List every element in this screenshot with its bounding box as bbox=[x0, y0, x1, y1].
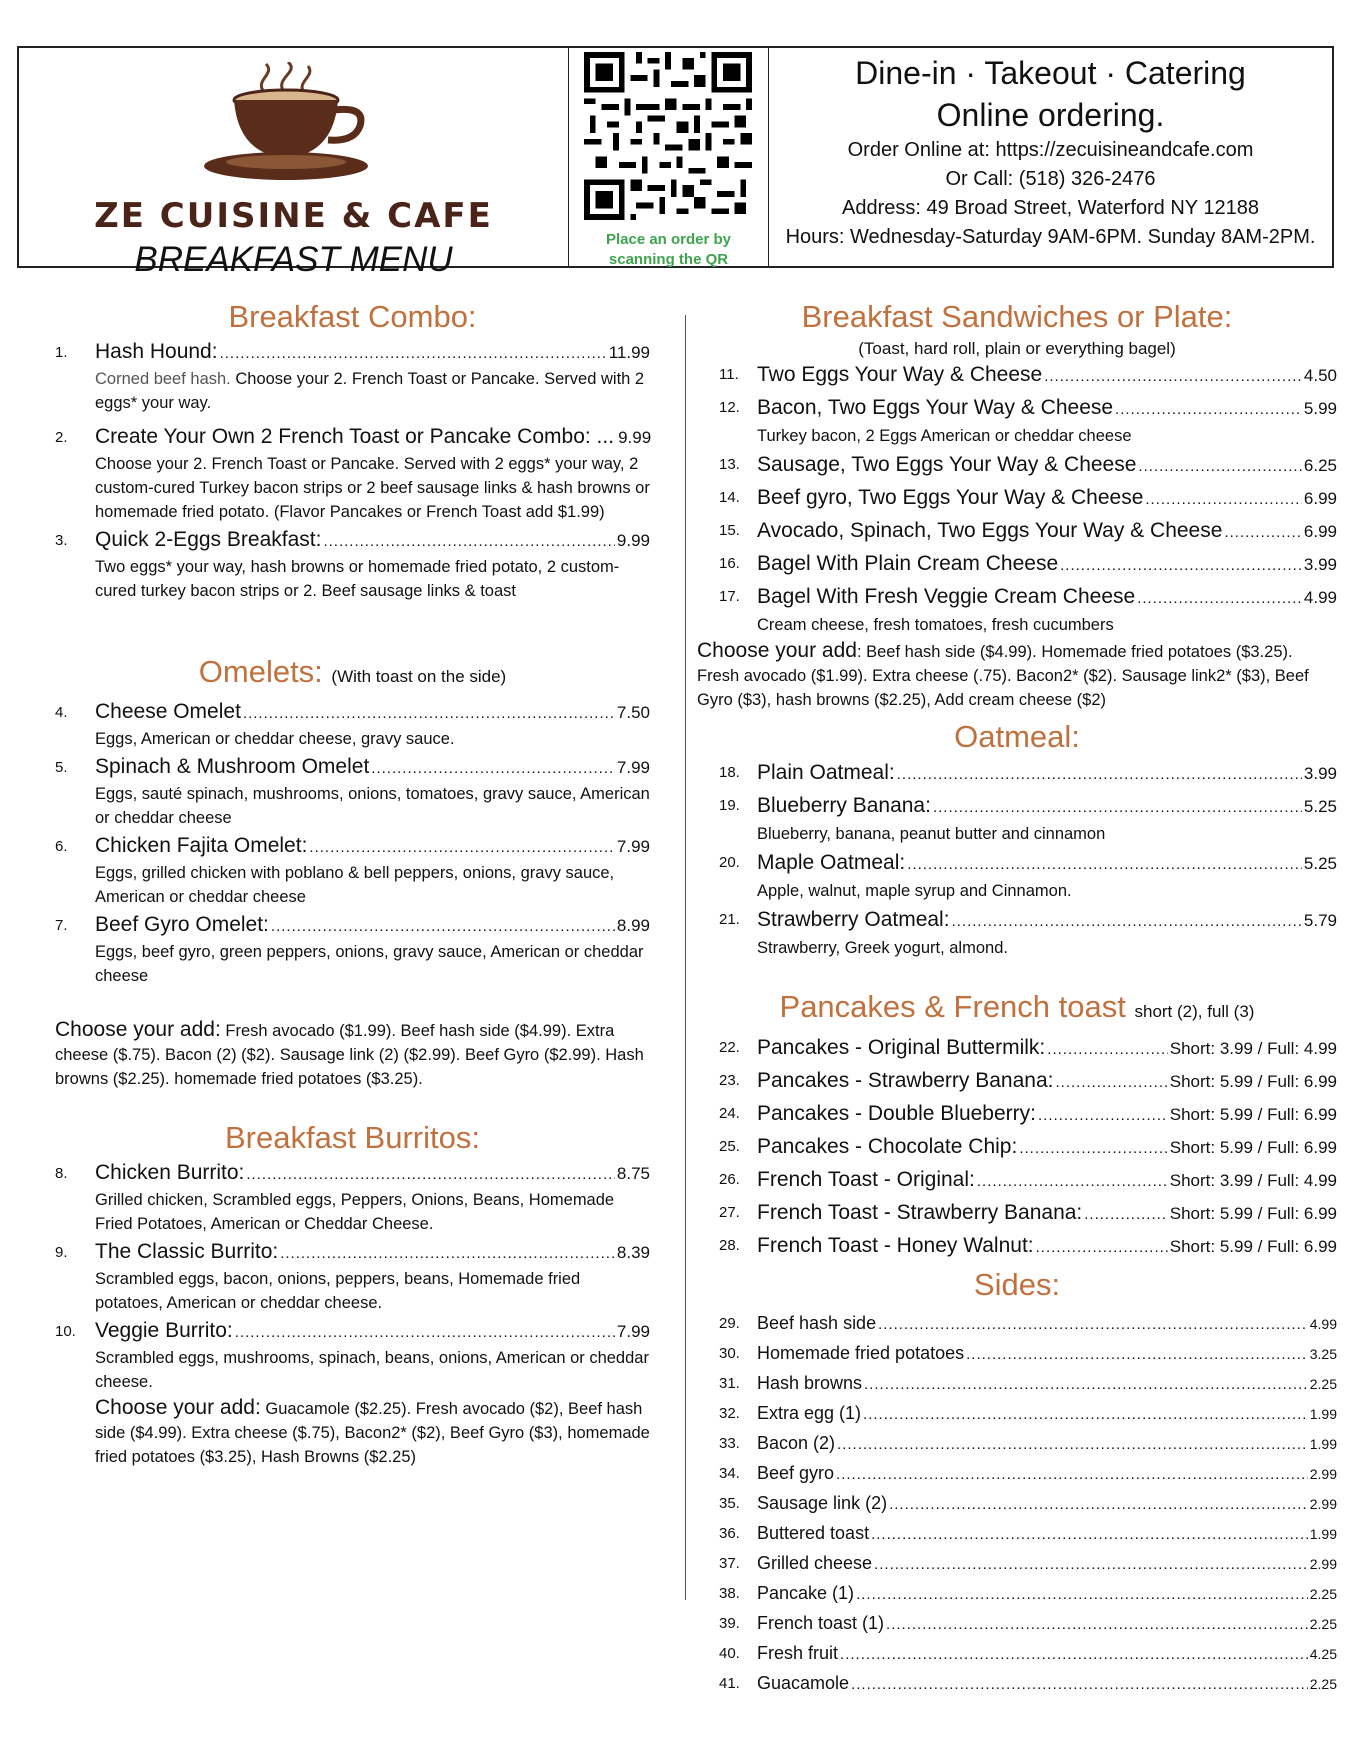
item-price: Short: 5.99 / Full: 6.99 bbox=[1169, 1072, 1337, 1091]
item-name: Pancakes - Strawberry Banana: bbox=[757, 1069, 1054, 1092]
leader-dots bbox=[280, 1240, 615, 1267]
leader-dots bbox=[1115, 395, 1302, 424]
leader-dots bbox=[1224, 518, 1302, 547]
item-price: 6.99 bbox=[1303, 522, 1337, 541]
item-number: 29. bbox=[719, 1315, 740, 1332]
item-description: Blueberry, banana, peanut butter and cinnamon bbox=[757, 825, 1106, 843]
item-name: Pancake (1) bbox=[757, 1583, 855, 1603]
leader-dots bbox=[1044, 362, 1302, 391]
addon-text: Fresh avocado ($1.99). Beef hash side ($4.99). Extra cheese ($.75). Bacon (2) ($2). Sausage link (2) ($2.99). Beef Gyro ($2.99). Hash browns ($2.25). homemade fried potatoes ($3.25). bbox=[55, 1022, 644, 1088]
item-number: 18. bbox=[719, 764, 740, 781]
item-number: 37. bbox=[719, 1555, 740, 1572]
item-number: 19. bbox=[719, 797, 740, 814]
phone-number[interactable]: Or Call: (518) 326-2476 bbox=[945, 168, 1156, 190]
item-name: Beef hash side bbox=[757, 1313, 877, 1333]
item-name: Beef Gyro Omelet: bbox=[95, 913, 269, 936]
item-price: 1.99 bbox=[1309, 1436, 1337, 1452]
leader-dots bbox=[371, 755, 615, 782]
item-number: 2. bbox=[55, 429, 68, 446]
item-name: Guacamole bbox=[757, 1673, 850, 1693]
omelets-note: (With toast on the side) bbox=[331, 667, 507, 686]
item-number: 31. bbox=[719, 1375, 740, 1392]
services-line: Dine-in · Takeout · Catering bbox=[855, 55, 1246, 91]
menu-item bbox=[55, 338, 650, 415]
menu-item bbox=[697, 1165, 1337, 1196]
item-name: Strawberry Oatmeal: bbox=[757, 908, 950, 931]
item-number: 14. bbox=[719, 489, 740, 506]
section-title-omelets bbox=[55, 651, 650, 698]
item-price: 5.25 bbox=[1303, 854, 1337, 873]
item-number: 40. bbox=[719, 1645, 740, 1662]
item-price: 2.25 bbox=[1309, 1586, 1337, 1602]
item-price: 3.99 bbox=[1303, 764, 1337, 783]
leader-dots bbox=[878, 1311, 1308, 1338]
item-number: 17. bbox=[719, 588, 740, 605]
menu-item bbox=[697, 1670, 1337, 1698]
leader-dots bbox=[836, 1461, 1308, 1488]
item-number: 26. bbox=[719, 1171, 740, 1188]
item-name: Beef gyro, Two Eggs Your Way & Cheese bbox=[757, 486, 1144, 509]
item-description: Strawberry, Greek yogurt, almond. bbox=[757, 939, 1008, 957]
menu-item bbox=[697, 1430, 1337, 1458]
item-name: Maple Oatmeal: bbox=[757, 851, 906, 874]
item-number: 28. bbox=[719, 1237, 740, 1254]
item-number: 6. bbox=[55, 838, 68, 855]
menu-item bbox=[697, 1099, 1337, 1130]
item-number: 4. bbox=[55, 704, 68, 721]
menu-item bbox=[697, 549, 1337, 580]
item-name: Hash browns bbox=[757, 1373, 863, 1393]
item-description-rest: Choose your 2. French Toast or Pancake. Served with 2 eggs* your way. bbox=[95, 370, 645, 412]
item-price: 1.99 bbox=[1309, 1406, 1337, 1422]
item-price: 2.99 bbox=[1309, 1466, 1337, 1482]
right-column bbox=[697, 296, 1337, 1700]
menu-item bbox=[55, 832, 650, 909]
item-number: 9. bbox=[55, 1244, 68, 1261]
item-number: 13. bbox=[719, 456, 740, 473]
item-description: Turkey bacon, 2 Eggs American or cheddar cheese bbox=[757, 427, 1132, 445]
item-price: 7.99 bbox=[616, 1322, 650, 1341]
item-name: Quick 2-Eggs Breakfast: bbox=[95, 528, 322, 551]
leader-dots bbox=[1084, 1200, 1167, 1229]
omelets-addons bbox=[55, 1018, 650, 1091]
item-number: 25. bbox=[719, 1138, 740, 1155]
item-number: 22. bbox=[719, 1039, 740, 1056]
item-price: 2.99 bbox=[1309, 1496, 1337, 1512]
leader-dots bbox=[837, 1431, 1308, 1458]
menu-item bbox=[697, 1132, 1337, 1163]
item-description: Choose your 2. French Toast or Pancake. Served with 2 eggs* your way, 2 custom-cured Turkey bacon strips or 2 beef sausage links & hash browns or homemade fried potato. (Flavor Pancakes or French Toast add $1.99) bbox=[95, 455, 650, 521]
menu-item bbox=[55, 1317, 650, 1394]
leader-dots bbox=[886, 1611, 1308, 1638]
item-price: 3.25 bbox=[1309, 1346, 1337, 1362]
item-price: 4.99 bbox=[1309, 1316, 1337, 1332]
item-number: 21. bbox=[719, 911, 740, 928]
item-number: 1. bbox=[55, 344, 68, 361]
item-number: 11. bbox=[719, 366, 739, 383]
addon-text: Guacamole ($2.25). Fresh avocado ($2), Beef hash side ($4.99). Extra cheese ($.75), Bacon2* ($2), Beef Gyro ($3), homemade fried potatoes ($3.25), Hash Browns ($2.25) bbox=[95, 1400, 650, 1466]
item-number: 38. bbox=[719, 1585, 740, 1602]
menu-item bbox=[697, 1231, 1337, 1262]
item-number: 12. bbox=[719, 399, 740, 416]
menu-item bbox=[697, 905, 1337, 960]
item-number: 36. bbox=[719, 1525, 740, 1542]
item-name: Chicken Burrito: bbox=[95, 1161, 245, 1184]
section-title-pancakes bbox=[697, 986, 1337, 1033]
item-description: Apple, walnut, maple syrup and Cinnamon. bbox=[757, 882, 1072, 900]
item-price: 2.25 bbox=[1309, 1376, 1337, 1392]
item-price: Short: 5.99 / Full: 6.99 bbox=[1169, 1105, 1337, 1124]
item-name: Extra egg (1) bbox=[757, 1403, 862, 1423]
item-price: 4.99 bbox=[1303, 588, 1337, 607]
item-description: Scrambled eggs, mushrooms, spinach, beans, onions, American or cheddar cheese. bbox=[95, 1349, 649, 1391]
item-price: Short: 3.99 / Full: 4.99 bbox=[1169, 1171, 1337, 1190]
address: Address: 49 Broad Street, Waterford NY 12188 bbox=[842, 197, 1259, 219]
leader-dots bbox=[874, 1551, 1308, 1578]
item-name: French Toast - Original: bbox=[757, 1168, 975, 1191]
item-name: Bacon (2) bbox=[757, 1433, 836, 1453]
item-price: 7.50 bbox=[616, 703, 650, 722]
qr-code-icon[interactable] bbox=[584, 52, 752, 220]
item-name: Bagel With Plain Cream Cheese bbox=[757, 552, 1059, 575]
item-name: Cheese Omelet bbox=[95, 700, 241, 723]
leader-dots bbox=[864, 1371, 1308, 1398]
omelets-title-text: Omelets: bbox=[198, 654, 323, 689]
menu-item bbox=[55, 1159, 650, 1236]
item-name: Hash Hound: bbox=[95, 340, 218, 363]
item-number: 23. bbox=[719, 1072, 740, 1089]
leader-dots bbox=[271, 913, 615, 940]
item-name: Sausage link (2) bbox=[757, 1493, 888, 1513]
order-online-link[interactable]: Order Online at: https://zecuisineandcafe.com bbox=[847, 139, 1254, 161]
item-name: Blueberry Banana: bbox=[757, 794, 931, 817]
item-price: Short: 5.99 / Full: 6.99 bbox=[1169, 1204, 1337, 1223]
menu-item bbox=[697, 516, 1337, 547]
menu-item bbox=[55, 423, 650, 524]
item-name: The Classic Burrito: bbox=[95, 1240, 279, 1263]
menu-item bbox=[697, 791, 1337, 846]
item-number: 10. bbox=[55, 1323, 76, 1340]
menu-item bbox=[697, 848, 1337, 903]
pancakes-title-text: Pancakes & French toast bbox=[779, 989, 1126, 1024]
item-name: Avocado, Spinach, Two Eggs Your Way & Cheese bbox=[757, 519, 1223, 542]
addon-text: : Beef hash side ($4.99). Homemade fried potatoes ($3.25). Fresh avocado ($1.99). Extra cheese (.75). Bacon2* ($2). Sausage link2* ($3), Beef Gyro ($3), hash browns ($2.25), Add cream cheese ($2) bbox=[697, 643, 1309, 709]
menu-title: BREAKFAST MENU bbox=[134, 240, 453, 279]
item-name: Veggie Burrito: bbox=[95, 1319, 233, 1342]
addon-lead: Choose your add bbox=[697, 639, 857, 662]
item-name: Create Your Own 2 French Toast or Pancake Combo: ... bbox=[95, 425, 615, 448]
leader-dots bbox=[889, 1491, 1308, 1518]
leader-dots bbox=[952, 907, 1302, 936]
leader-dots bbox=[1019, 1134, 1167, 1163]
leader-dots bbox=[966, 1341, 1308, 1368]
item-price: 8.99 bbox=[616, 916, 650, 935]
burritos-addons bbox=[95, 1396, 650, 1469]
item-price: 2.25 bbox=[1309, 1616, 1337, 1632]
leader-dots bbox=[977, 1167, 1168, 1196]
item-description: Eggs, beef gyro, green peppers, onions, gravy sauce, American or cheddar cheese bbox=[95, 943, 644, 985]
item-price: 9.99 bbox=[618, 428, 652, 447]
item-description: Eggs, American or cheddar cheese, gravy sauce. bbox=[95, 730, 455, 748]
hours: Hours: Wednesday-Saturday 9AM-6PM. Sunday 8AM-2PM. bbox=[785, 226, 1316, 248]
menu-item bbox=[55, 698, 650, 751]
addon-lead: Choose your add: bbox=[55, 1018, 221, 1041]
menu-item bbox=[55, 911, 650, 988]
addon-lead: Choose your add: bbox=[95, 1396, 261, 1419]
leader-dots bbox=[933, 793, 1302, 822]
item-number: 32. bbox=[719, 1405, 740, 1422]
item-description: Grilled chicken, Scrambled eggs, Peppers, Onions, Beans, Homemade Fried Potatoes, American or Cheddar Cheese. bbox=[95, 1191, 615, 1233]
item-price: Short: 5.99 / Full: 6.99 bbox=[1169, 1237, 1337, 1256]
item-name: Pancakes - Original Buttermilk: bbox=[757, 1036, 1046, 1059]
item-number: 16. bbox=[719, 555, 740, 572]
menu-item bbox=[697, 1198, 1337, 1229]
qr-block bbox=[569, 48, 769, 266]
item-price: 2.99 bbox=[1309, 1556, 1337, 1572]
item-number: 24. bbox=[719, 1105, 740, 1122]
item-name: Pancakes - Double Blueberry: bbox=[757, 1102, 1036, 1125]
item-name: Buttered toast bbox=[757, 1523, 870, 1543]
item-price: 6.25 bbox=[1303, 456, 1337, 475]
item-number: 8. bbox=[55, 1165, 68, 1182]
menu-item bbox=[697, 1610, 1337, 1638]
leader-dots bbox=[871, 1521, 1308, 1548]
item-name: Plain Oatmeal: bbox=[757, 761, 895, 784]
leader-dots bbox=[1137, 584, 1302, 613]
menu-item bbox=[697, 1033, 1337, 1064]
section-title-combo: Breakfast Combo: bbox=[228, 299, 477, 334]
item-name: Fresh fruit bbox=[757, 1643, 839, 1663]
item-price: Short: 5.99 / Full: 6.99 bbox=[1169, 1138, 1337, 1157]
menu-item bbox=[697, 1340, 1337, 1368]
leader-dots bbox=[246, 1161, 615, 1188]
menu-item bbox=[697, 1640, 1337, 1668]
leader-dots bbox=[220, 340, 607, 367]
qr-caption-line1: Place an order by bbox=[605, 231, 732, 248]
menu-item bbox=[697, 1580, 1337, 1608]
online-ordering-line: Online ordering. bbox=[936, 97, 1165, 133]
leader-dots bbox=[907, 850, 1302, 879]
pancakes-note: short (2), full (3) bbox=[1134, 1002, 1255, 1021]
leader-dots bbox=[1138, 452, 1302, 481]
menu-item bbox=[55, 1238, 650, 1315]
menu-item bbox=[697, 360, 1337, 391]
item-price: 3.99 bbox=[1303, 555, 1337, 574]
leader-dots bbox=[1055, 1068, 1167, 1097]
menu-item bbox=[697, 393, 1337, 448]
menu-item bbox=[697, 1400, 1337, 1428]
item-number: 3. bbox=[55, 532, 68, 549]
sandwiches-addons bbox=[697, 639, 1337, 712]
item-price: 11.99 bbox=[608, 343, 650, 362]
leader-dots bbox=[1047, 1035, 1167, 1064]
item-price: 4.25 bbox=[1309, 1646, 1337, 1662]
column-divider bbox=[685, 315, 686, 1600]
contact-block bbox=[769, 48, 1332, 266]
leader-dots bbox=[1038, 1101, 1168, 1130]
item-name: French Toast - Honey Walnut: bbox=[757, 1234, 1034, 1257]
leader-dots bbox=[235, 1319, 615, 1346]
menu-item bbox=[697, 758, 1337, 789]
menu-item bbox=[697, 450, 1337, 481]
coffee-cup-logo bbox=[204, 62, 384, 187]
item-number: 5. bbox=[55, 759, 68, 776]
menu-item bbox=[697, 1066, 1337, 1097]
item-name: Sausage, Two Eggs Your Way & Cheese bbox=[757, 453, 1137, 476]
menu-item bbox=[55, 526, 650, 603]
item-number: 33. bbox=[719, 1435, 740, 1452]
menu-item bbox=[697, 1520, 1337, 1548]
item-name: Bacon, Two Eggs Your Way & Cheese bbox=[757, 396, 1114, 419]
section-title-oatmeal: Oatmeal: bbox=[954, 719, 1080, 754]
item-description: Eggs, sauté spinach, mushrooms, onions, tomatoes, gravy sauce, American or cheddar cheese bbox=[95, 785, 650, 827]
item-price: 5.99 bbox=[1303, 399, 1337, 418]
menu-item bbox=[697, 1490, 1337, 1518]
item-description: Scrambled eggs, bacon, onions, peppers, beans, Homemade fried potatoes, American or cheddar cheese. bbox=[95, 1270, 581, 1312]
item-description bbox=[95, 367, 650, 415]
item-number: 39. bbox=[719, 1615, 740, 1632]
leader-dots bbox=[1060, 551, 1302, 580]
menu-item bbox=[697, 1460, 1337, 1488]
sandwiches-subtitle: (Toast, hard roll, plain or everything bagel) bbox=[858, 339, 1176, 358]
item-number: 35. bbox=[719, 1495, 740, 1512]
item-description: Two eggs* your way, hash browns or homemade fried potato, 2 custom-cured turkey bacon strips or 2. Beef sausage links & toast bbox=[95, 558, 620, 600]
menu-item bbox=[697, 1310, 1337, 1338]
item-number: 27. bbox=[719, 1204, 740, 1221]
leader-dots bbox=[897, 760, 1302, 789]
item-price: 5.79 bbox=[1303, 911, 1337, 930]
sides-list bbox=[697, 1310, 1337, 1698]
menu-item bbox=[697, 483, 1337, 514]
item-number: 7. bbox=[55, 917, 68, 934]
item-price: 7.99 bbox=[616, 837, 650, 856]
restaurant-name: ZE CUISINE & CAFE bbox=[94, 196, 493, 236]
item-name: Bagel With Fresh Veggie Cream Cheese bbox=[757, 585, 1136, 608]
item-name: French Toast - Strawberry Banana: bbox=[757, 1201, 1083, 1224]
item-number: 41. bbox=[719, 1675, 740, 1692]
item-description-lead: Corned beef hash. bbox=[95, 370, 231, 388]
leader-dots bbox=[1145, 485, 1302, 514]
item-number: 20. bbox=[719, 854, 740, 871]
item-price: 2.25 bbox=[1309, 1676, 1337, 1692]
item-number: 30. bbox=[719, 1345, 740, 1362]
item-name: Chicken Fajita Omelet: bbox=[95, 834, 308, 857]
item-name: Grilled cheese bbox=[757, 1553, 873, 1573]
item-number: 15. bbox=[719, 522, 740, 539]
item-price: 4.50 bbox=[1303, 366, 1337, 385]
menu-item bbox=[55, 753, 650, 830]
leader-dots bbox=[309, 834, 614, 861]
item-name: Spinach & Mushroom Omelet bbox=[95, 755, 370, 778]
item-description: Cream cheese, fresh tomatoes, fresh cucumbers bbox=[757, 616, 1114, 634]
leader-dots bbox=[323, 528, 614, 555]
leader-dots bbox=[1036, 1233, 1168, 1262]
item-price: Short: 3.99 / Full: 4.99 bbox=[1169, 1039, 1337, 1058]
qr-caption-line2: scanning the QR bbox=[608, 251, 729, 268]
brand-block bbox=[19, 48, 569, 279]
section-title-sides: Sides: bbox=[973, 1267, 1061, 1302]
item-name: Pancakes - Chocolate Chip: bbox=[757, 1135, 1018, 1158]
item-price: 7.99 bbox=[616, 758, 650, 777]
item-price: 8.39 bbox=[616, 1243, 650, 1262]
leader-dots bbox=[863, 1401, 1308, 1428]
item-number: 34. bbox=[719, 1465, 740, 1482]
item-price: 5.25 bbox=[1303, 797, 1337, 816]
item-price: 6.99 bbox=[1303, 489, 1337, 508]
leader-dots bbox=[856, 1581, 1308, 1608]
item-price: 1.99 bbox=[1309, 1526, 1337, 1542]
menu-header bbox=[17, 46, 1334, 279]
menu-item bbox=[697, 1370, 1337, 1398]
menu-item bbox=[697, 1550, 1337, 1578]
item-name: Homemade fried potatoes bbox=[757, 1343, 965, 1363]
item-price: 9.99 bbox=[616, 531, 650, 550]
item-name: Two Eggs Your Way & Cheese bbox=[757, 363, 1043, 386]
leader-dots bbox=[851, 1671, 1308, 1698]
left-column bbox=[55, 296, 650, 1469]
item-name: French toast (1) bbox=[757, 1613, 885, 1633]
section-title-sandwiches: Breakfast Sandwiches or Plate: bbox=[801, 299, 1233, 334]
item-name: Beef gyro bbox=[757, 1463, 835, 1483]
item-price: 8.75 bbox=[616, 1164, 650, 1183]
item-description: Eggs, grilled chicken with poblano & bell peppers, onions, gravy sauce, American or cheddar cheese bbox=[95, 864, 615, 906]
menu-item bbox=[697, 582, 1337, 637]
leader-dots bbox=[243, 700, 615, 727]
section-title-burritos: Breakfast Burritos: bbox=[225, 1120, 480, 1155]
leader-dots bbox=[840, 1641, 1308, 1668]
qr-caption bbox=[569, 230, 768, 270]
